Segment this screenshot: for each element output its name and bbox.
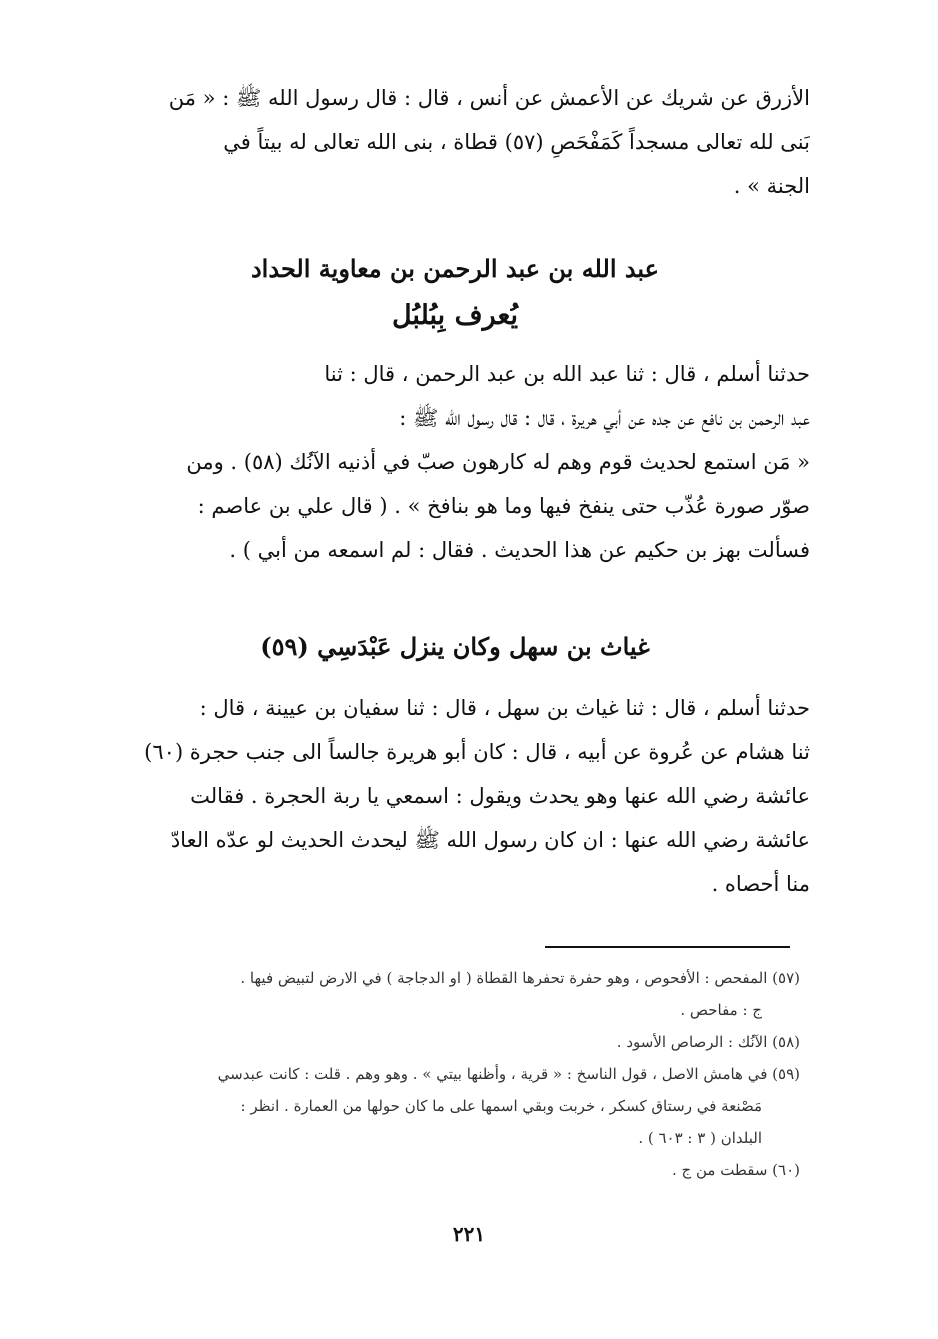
footnote: (٥٨) الآنُك : الرصاص الأسود . <box>616 1033 800 1051</box>
footnote: (٥٩) في هامش الاصل ، قول الناسخ : « قرية ، وأظنها بيتي » . وهو وهم . قلت : كانت عبدسي <box>217 1065 800 1083</box>
footnote: (٦٠) سقطت من ج . <box>671 1161 800 1179</box>
text-line: فسألت بهز بن حكيم عن هذا الحديث . فقال : لم اسمعه من أبي ) . <box>229 538 810 562</box>
footnote: (٥٧) المفحص : الأفحوص ، وهو حفرة تحفرها القطاة ( او الدجاجة ) في الارض لتبيض فيها . <box>240 969 800 987</box>
text-line: عبد الرحمن بن نافع عن جده عن أبي هريرة ، قال : قال رسول الله ﷺ : <box>399 406 810 430</box>
footnote: ج : مفاحص . <box>680 1001 762 1019</box>
section-paragraph <box>100 352 810 572</box>
footnote-divider <box>545 946 790 948</box>
text-line: منا أحصاه . <box>711 872 810 896</box>
text-line: الأزرق عن شريك عن الأعمش عن أنس ، قال : قال رسول الله ﷺ : « مَن <box>168 86 810 110</box>
intro-paragraph <box>100 76 810 208</box>
section-heading: عبد الله بن عبد الرحمن بن معاوية الحداد <box>250 254 659 283</box>
text-line: عائشة رضي الله عنها : ان كان رسول الله ﷺ ليحدث الحديث لو عدّه العادّ <box>170 828 810 852</box>
footnote: مَصْنعة في رستاق كسكر ، خربت وبقي اسمها على ما كان حولها من العمارة . انظر : <box>240 1097 762 1115</box>
section-heading: غياث بن سهل وكان ينزل عَبْدَسِي (٥٩) <box>260 632 650 661</box>
text-line: عائشة رضي الله عنها وهو يحدث ويقول : اسمعي يا ربة الحجرة . فقالت <box>190 784 810 808</box>
footnotes <box>100 962 800 1186</box>
text-line: بَنى لله تعالى مسجداً كَمَفْحَصِ (٥٧) قطاة ، بنى الله تعالى له بيتاً في <box>223 130 810 154</box>
text-line: صوّر صورة عُذّب حتى ينفخ فيها وما هو بنافخ » . ( قال علي بن عاصم : <box>197 494 810 518</box>
section-subheading: يُعرف بِبُلبُل <box>391 300 519 331</box>
text-line: « مَن استمع لحديث قوم وهم له كارهون صبّ في أذنيه الآنُك (٥٨) . ومن <box>186 450 810 474</box>
text-line: الجنة » . <box>733 174 810 198</box>
footnote: البلدان ( ٣ : ٦٠٣ ) . <box>638 1129 762 1147</box>
text-line: حدثنا أسلم ، قال : ثنا عبد الله بن عبد الرحمن ، قال : ثنا <box>324 362 810 386</box>
text-line: حدثنا أسلم ، قال : ثنا غياث بن سهل ، قال : ثنا سفيان بن عيينة ، قال : <box>199 696 810 720</box>
page-number: ٢٢١ <box>452 1222 486 1246</box>
text-line: ثنا هشام عن عُروة عن أبيه ، قال : كان أبو هريرة جالساً الى جنب حجرة (٦٠) <box>144 740 810 764</box>
section-paragraph <box>100 686 810 906</box>
